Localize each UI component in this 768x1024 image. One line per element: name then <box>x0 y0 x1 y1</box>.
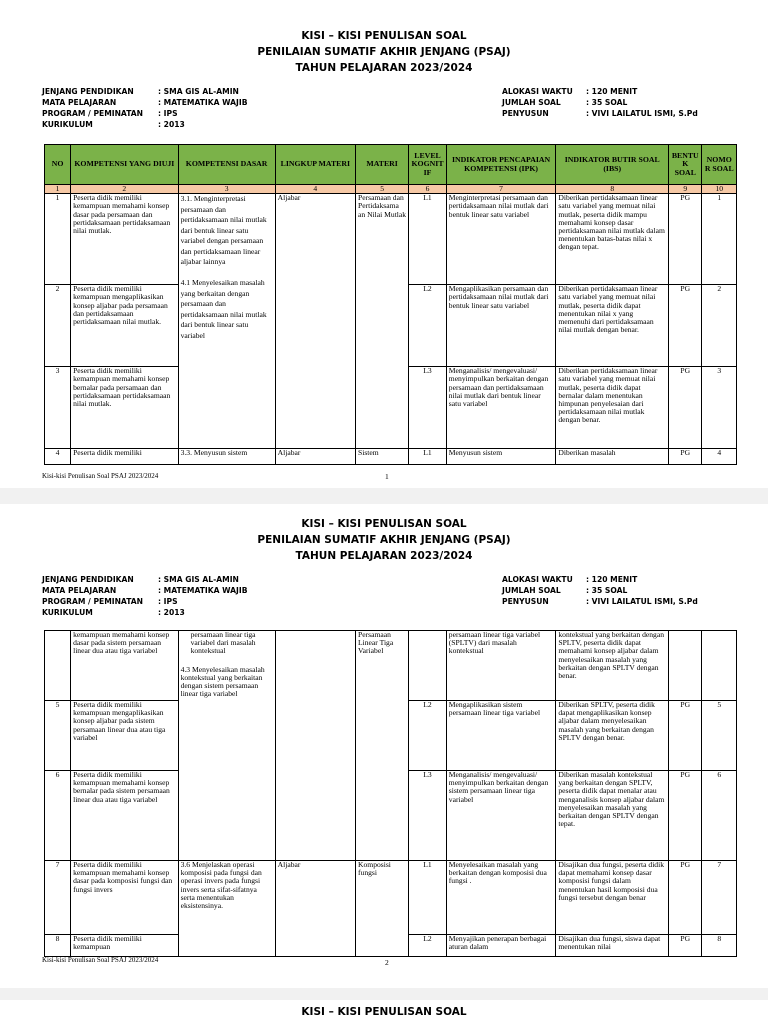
row-bentuk: PG <box>669 194 702 285</box>
row-kompetensi-dasar: 3.3. Menyusun sistem <box>178 449 275 465</box>
page-number: 1 <box>385 472 389 481</box>
meta-value: : 120 MENIT <box>586 87 638 96</box>
row-kompetensi-dasar: 3.1. Menginterpretasi persamaan dan pertidaksamaan nilai mutlak dari bentuk linear satu variabel dengan persamaan dan pertidaksamaan linear aljabar lainnya 4.1 Menyelesaikan masalah yang berkaitan dengan persamaan dan pertidaksamaan nilai mutlak dari bentuk linear satu variabel <box>178 194 275 449</box>
meta-label: PROGRAM / PEMINATAN <box>42 597 144 606</box>
row-ibs: kontekstual yang berkaitan dengan SPLTV, peserta didik dapat memahami konsep aljabar dalam menyelesaikan masalah yang berkaitan dengan SPLTV dengan benar. <box>556 631 669 701</box>
kisi-table-page-2 <box>44 630 737 957</box>
row-ipk: Menyusun sistem <box>446 449 556 465</box>
row-ipk: Menganalisis/ mengevaluasi/ menyimpulkan berkaitan dengan sistem persamaan linear tiga variabel <box>446 771 556 861</box>
meta-value: : SMA GIS AL-AMIN <box>158 575 239 584</box>
meta-label: JUMLAH SOAL <box>502 98 561 107</box>
column-number: 5 <box>356 185 409 194</box>
row-bentuk: PG <box>669 367 702 449</box>
row-materi: Persamaan dan Pertidaksama an Nilai Mutlak <box>356 194 409 449</box>
row-ipk: Mengaplikasikan sistem persamaan linear tiga variabel <box>446 701 556 771</box>
header-ibs: INDIKATOR BUTIR SOAL (IBS) <box>556 145 669 185</box>
row-materi <box>356 771 409 861</box>
row-level: L3 <box>409 367 447 449</box>
row-nomor: 6 <box>702 771 737 861</box>
kd-text: persamaan linear tiga variabel dari masalah kontekstual <box>190 630 256 656</box>
meta-label: ALOKASI WAKTU <box>502 575 573 584</box>
row-materi: Sistem <box>356 449 409 465</box>
kd-4-3: 4.3 Menyelesaikan masalah kontekstual yang berkaitan dengan sistem persamaan linear tiga variabel <box>180 664 265 699</box>
row-nomor: 1 <box>702 194 737 285</box>
meta-value: : 35 SOAL <box>586 98 628 107</box>
header-bentuk-soal: BENTU K SOAL <box>669 145 702 185</box>
row-bentuk: PG <box>669 861 702 935</box>
header-lingkup-materi: LINGKUP MATERI <box>275 145 355 185</box>
row-kompetensi: Peserta didik memiliki kemampuan mengaplikasikan konsep aljabar pada sistem persamaan linear dua atau tiga variabel <box>71 701 179 771</box>
meta-value: : VIVI LAILATUL ISMI, S.Pd <box>586 109 698 118</box>
meta-value: : IPS <box>158 597 178 606</box>
row-ibs: Diberikan masalah <box>556 449 669 465</box>
row-ibs: Diberikan pertidaksamaan linear satu variabel yang memuat nilai mutlak, peserta didik mampu memahami konsep dasar pertidaksamaan nilai mutlak dalam menentukan batas-batas nilai x dengan tepat. <box>556 194 669 285</box>
row-bentuk <box>669 631 702 701</box>
page-footer: Kisi-kisi Penulisan Soal PSAJ 2023/2024 <box>42 956 159 964</box>
meta-label: PENYUSUN <box>502 109 549 118</box>
header-ipk: INDIKATOR PENCAPAIAN KOMPETENSI (IPK) <box>446 145 556 185</box>
row-kompetensi: Peserta didik memiliki kemampuan memahami konsep dasar pada persamaan dan pertidaksamaan pertidaksamaan nilai mutlak. <box>71 194 179 285</box>
row-no: 4 <box>45 449 71 465</box>
meta-label: KURIKULUM <box>42 120 93 129</box>
row-ipk: Menyajikan penerapan berbagai aturan dalam <box>446 935 556 957</box>
row-ipk: Menginterpretasi persamaan dan pertidaksamaan nilai mutlak dari bentuk linear satu variabel <box>446 194 556 285</box>
row-kompetensi-dasar <box>178 631 275 701</box>
row-materi: Persamaan Linear Tiga Variabel <box>356 631 409 701</box>
row-ipk: Mengaplikasikan persamaan dan pertidaksamaan nilai mutlak dari bentuk linear satu variabel <box>446 285 556 367</box>
meta-label: PENYUSUN <box>502 597 549 606</box>
document-subtitle: PENILAIAN SUMATIF AKHIR JENJANG (PSAJ) <box>257 46 511 58</box>
row-lingkup <box>275 631 355 701</box>
meta-label: JENJANG PENDIDIKAN <box>42 575 134 584</box>
meta-label: MATA PELAJARAN <box>42 98 117 107</box>
row-ibs: Disajikan dua fungsi, peserta didik dapat memahami konsep dasar komposisi fungsi dalam menentukan hasil komposisi dua fungsi tersebut dengan benar <box>556 861 669 935</box>
column-number: 4 <box>275 185 355 194</box>
row-no <box>45 631 71 701</box>
row-kompetensi: Peserta didik memiliki kemampuan memahami konsep bernalar pada sistem persamaan linear dua atau tiga variabel <box>71 771 179 861</box>
header-nomor-soal: NOMO R SOAL <box>702 145 737 185</box>
row-level: L1 <box>409 194 447 285</box>
page-gap <box>0 488 768 504</box>
row-nomor <box>702 631 737 701</box>
table-row <box>45 194 737 285</box>
row-ibs: Diberikan pertidaksamaan linear satu variabel yang memuat nilai mutlak, peserta didik dapat bernalar dalam menentukan himpunan penyelesaian dari pertidaksamaan nilai mutlak dengan benar. <box>556 367 669 449</box>
document-title: KISI – KISI PENULISAN SOAL <box>301 30 467 42</box>
row-ipk: Menganalisis/ mengevaluasi/ menyimpulkan berkaitan dengan persamaan dan pertidaksamaan nilai mutlak dari bentuk linear satu variabel <box>446 367 556 449</box>
row-level: L1 <box>409 861 447 935</box>
document-page-3 <box>0 1000 768 1024</box>
row-bentuk: PG <box>669 285 702 367</box>
page-number: 2 <box>385 958 389 967</box>
row-ibs: Diberikan pertidaksamaan linear satu variabel yang memuat nilai mutlak, peserta didik dapat menentukan nilai x yang memenuhi dari pertidaksamaan nilai mutlak dengan benar. <box>556 285 669 367</box>
column-number: 9 <box>669 185 702 194</box>
meta-label: MATA PELAJARAN <box>42 586 117 595</box>
table-row <box>45 861 737 935</box>
row-kompetensi-dasar <box>178 701 275 771</box>
meta-value: : IPS <box>158 109 178 118</box>
row-no: 7 <box>45 861 71 935</box>
row-level: L1 <box>409 449 447 465</box>
row-lingkup <box>275 771 355 861</box>
row-ipk: Menyelesaikan masalah yang berkaitan dengan komposisi dua fungsi . <box>446 861 556 935</box>
meta-value: : MATEMATIKA WAJIB <box>158 98 248 107</box>
header-no: NO <box>45 145 71 185</box>
row-kompetensi: Peserta didik memiliki kemampuan mengaplikasikan konsep aljabar pada persamaan dan pertidaksamaan pertidaksamaan nilai mutlak. <box>71 285 179 367</box>
column-number: 3 <box>178 185 275 194</box>
row-bentuk: PG <box>669 701 702 771</box>
row-materi <box>356 701 409 771</box>
row-level <box>409 631 447 701</box>
meta-right <box>502 574 698 607</box>
row-level: L2 <box>409 935 447 957</box>
meta-value: : MATEMATIKA WAJIB <box>158 586 248 595</box>
table-row <box>45 701 737 771</box>
header-level-kognitif: LEVEL KOGNIT IF <box>409 145 447 185</box>
row-lingkup <box>275 701 355 771</box>
row-kompetensi: kemampuan memahami konsep dasar pada sistem persamaan linear dua atau tiga variabel <box>71 631 179 701</box>
row-level: L2 <box>409 701 447 771</box>
page-gap <box>0 988 768 1000</box>
row-lingkup: Aljabar <box>275 194 355 449</box>
row-nomor: 5 <box>702 701 737 771</box>
meta-label: ALOKASI WAKTU <box>502 87 573 96</box>
row-no: 5 <box>45 701 71 771</box>
row-no: 1 <box>45 194 71 285</box>
row-kompetensi: Peserta didik memiliki kemampuan <box>71 935 179 957</box>
meta-label: JUMLAH SOAL <box>502 586 561 595</box>
row-kompetensi: Peserta didik memiliki kemampuan memahami konsep dasar pada komposisi fungsi dan fungsi invers <box>71 861 179 935</box>
meta-right <box>502 86 698 119</box>
row-lingkup: Aljabar <box>275 449 355 465</box>
column-number: 7 <box>446 185 556 194</box>
row-lingkup: Aljabar <box>275 861 355 957</box>
column-number: 1 <box>45 185 71 194</box>
table-row <box>45 449 737 465</box>
document-year: TAHUN PELAJARAN 2023/2024 <box>295 62 473 74</box>
page-footer: Kisi-kisi Penulisan Soal PSAJ 2023/2024 <box>42 472 159 480</box>
meta-label: PROGRAM / PEMINATAN <box>42 109 144 118</box>
document-subtitle: PENILAIAN SUMATIF AKHIR JENJANG (PSAJ) <box>257 534 511 546</box>
column-number: 6 <box>409 185 447 194</box>
header-materi: MATERI <box>356 145 409 185</box>
document-page-2 <box>0 504 768 988</box>
meta-left <box>42 86 248 130</box>
row-nomor: 7 <box>702 861 737 935</box>
row-kompetensi: Peserta didik memiliki kemampuan memahami konsep bernalar pada persamaan dan pertidaksamaan pertidaksamaan nilai mutlak. <box>71 367 179 449</box>
document-title: KISI – KISI PENULISAN SOAL <box>301 1006 467 1018</box>
row-materi: Komposisi fungsi <box>356 861 409 957</box>
meta-value: : VIVI LAILATUL ISMI, S.Pd <box>586 597 698 606</box>
row-bentuk: PG <box>669 771 702 861</box>
row-kompetensi-dasar: 3.6 Menjelaskan operasi komposisi pada fungsi dan operasi invers pada fungsi invers serta sifat-sifatnya serta menentukan eksistensinya. <box>178 861 275 957</box>
row-no: 3 <box>45 367 71 449</box>
meta-value: : 2013 <box>158 608 185 617</box>
meta-value: : 2013 <box>158 120 185 129</box>
row-level: L3 <box>409 771 447 861</box>
meta-value: : SMA GIS AL-AMIN <box>158 87 239 96</box>
row-no: 8 <box>45 935 71 957</box>
header-kompetensi-dasar: KOMPETENSI DASAR <box>178 145 275 185</box>
meta-label: KURIKULUM <box>42 608 93 617</box>
header-kompetensi-diuji: KOMPETENSI YANG DIUJI <box>71 145 179 185</box>
meta-left <box>42 574 248 618</box>
column-number: 2 <box>71 185 179 194</box>
row-bentuk: PG <box>669 449 702 465</box>
table-row <box>45 631 737 701</box>
row-no: 6 <box>45 771 71 861</box>
row-ibs: Diberikan SPLTV, peserta didik dapat mengaplikasikan konsep aljabar dalam menyelesaikan masalah yang berkaitan dengan SPLTV dengan benar. <box>556 701 669 771</box>
row-no: 2 <box>45 285 71 367</box>
row-kompetensi-dasar <box>178 771 275 861</box>
column-number: 10 <box>702 185 737 194</box>
row-nomor: 3 <box>702 367 737 449</box>
meta-label: JENJANG PENDIDIKAN <box>42 87 134 96</box>
document-title: KISI – KISI PENULISAN SOAL <box>301 518 467 530</box>
row-ipk: persamaan linear tiga variabel (SPLTV) dari masalah kontekstual <box>446 631 556 701</box>
row-nomor: 2 <box>702 285 737 367</box>
row-bentuk: PG <box>669 935 702 957</box>
kisi-table-page-1 <box>44 144 737 465</box>
row-ibs: Disajikan dua fungsi, siswa dapat menentukan nilai <box>556 935 669 957</box>
row-ibs: Diberikan masalah kontekstual yang berkaitan dengan SPLTV, peserta didik dapat menalar atau menganalisis konsep aljabar dalam menyelesaikan masalah yang berkaitan dengan SPLTV dengan tepat. <box>556 771 669 861</box>
document-page-1 <box>0 0 768 488</box>
row-nomor: 8 <box>702 935 737 957</box>
document-year: TAHUN PELAJARAN 2023/2024 <box>295 550 473 562</box>
row-kompetensi: Peserta didik memiliki <box>71 449 179 465</box>
meta-value: : 35 SOAL <box>586 586 628 595</box>
row-level: L2 <box>409 285 447 367</box>
table-row <box>45 771 737 861</box>
meta-value: : 120 MENIT <box>586 575 638 584</box>
row-nomor: 4 <box>702 449 737 465</box>
column-number: 8 <box>556 185 669 194</box>
